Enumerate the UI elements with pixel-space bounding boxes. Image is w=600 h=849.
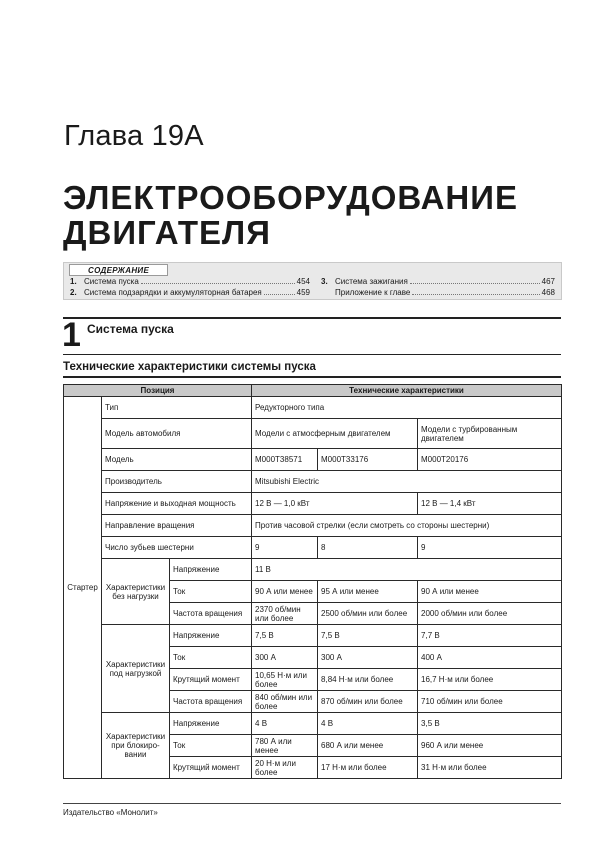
footer-rule [63, 803, 561, 804]
table-heading: Технические характеристики системы пуска [63, 361, 316, 373]
toc-entry-number: 2. [70, 288, 77, 297]
spec-table [63, 384, 562, 779]
table-row [64, 625, 562, 647]
cell-value: 960 А или менее [418, 735, 562, 757]
cell-value: M000T38571 [252, 449, 318, 471]
toc-entry-number: 3. [321, 277, 328, 286]
subgroup-no-load: Характеристики без нагрузки [102, 559, 170, 625]
toc-label: СОДЕРЖАНИЕ [69, 264, 168, 276]
header-specs: Технические характеристики [252, 385, 562, 397]
row-label: Напряжение [170, 625, 252, 647]
toc-leader [412, 287, 539, 295]
cell-value: 12 В — 1,0 кВт [252, 493, 418, 515]
row-label: Направление вращения [102, 515, 252, 537]
section-number: 1 [62, 316, 81, 354]
cell-value: 2500 об/мин или более [318, 603, 418, 625]
subgroup-locked: Характеристики при блокиро-вании [102, 713, 170, 779]
toc-entry-text: Система подзарядки и аккумуляторная батарея [84, 288, 262, 297]
toc-entry-page: 467 [541, 277, 555, 286]
toc-entry-page: 454 [296, 277, 310, 286]
group-starter: Стартер [64, 397, 102, 779]
subgroup-under-load: Характеристики под нагрузкой [102, 625, 170, 713]
cell-value: 12 В — 1,4 кВт [418, 493, 562, 515]
cell-value: 780 А или менее [252, 735, 318, 757]
table-row [64, 397, 562, 419]
toc-column-left [70, 276, 310, 298]
cell-value: 9 [252, 537, 318, 559]
cell-value: Против часовой стрелки (если смотреть со стороны шестерни) [252, 515, 562, 537]
cell-value: Модели с турбированным двигателем [418, 419, 562, 449]
row-label: Производитель [102, 471, 252, 493]
cell-value: 10,65 Н·м или более [252, 669, 318, 691]
cell-value: 16,7 Н·м или более [418, 669, 562, 691]
row-label: Напряжение [170, 713, 252, 735]
chapter-heading: Глава 19A [64, 120, 204, 152]
section-bottom-rule [63, 354, 561, 355]
cell-value: 7,5 В [318, 625, 418, 647]
publisher-footer: Издательство «Монолит» [63, 808, 158, 817]
cell-value: 3,5 В [418, 713, 562, 735]
table-header-row [64, 385, 562, 397]
row-label: Крутящий момент [170, 757, 252, 779]
toc-leader [141, 276, 295, 284]
toc-entry-text: Приложение к главе [335, 288, 411, 297]
cell-value: Модели с атмосферным двигателем [252, 419, 418, 449]
toc-leader [410, 276, 540, 284]
section-title: Система пуска [87, 322, 174, 336]
toc-entry-page: 459 [296, 288, 310, 297]
toc-leader [264, 287, 295, 295]
section-top-rule [63, 317, 561, 319]
chapter-title-line: ЭЛЕКТРООБОРУДОВАНИЕ [63, 179, 518, 216]
cell-value: 95 А или менее [318, 581, 418, 603]
table-row [64, 449, 562, 471]
row-label: Ток [170, 581, 252, 603]
cell-value: 9 [418, 537, 562, 559]
toc-entry-text: Система зажигания [335, 277, 408, 286]
table-row [64, 515, 562, 537]
toc-entry[interactable] [321, 276, 555, 287]
toc-entry-text: Система пуска [84, 277, 139, 286]
cell-value: 300 А [252, 647, 318, 669]
cell-value: 870 об/мин или более [318, 691, 418, 713]
toc-entry-number: 1. [70, 277, 77, 286]
row-label: Напряжение и выходная мощность [102, 493, 252, 515]
cell-value: 90 А или менее [418, 581, 562, 603]
toc-entry[interactable] [321, 287, 555, 298]
table-row [64, 537, 562, 559]
cell-value: 90 А или менее [252, 581, 318, 603]
cell-value: M000T20176 [418, 449, 562, 471]
row-label: Частота вращения [170, 691, 252, 713]
table-row [64, 493, 562, 515]
toc-entry-number [321, 287, 335, 298]
row-label: Модель автомобиля [102, 419, 252, 449]
cell-value: M000T33176 [318, 449, 418, 471]
toc-entry-page: 468 [541, 288, 555, 297]
table-row [64, 559, 562, 581]
row-label: Модель [102, 449, 252, 471]
cell-value: 4 В [252, 713, 318, 735]
header-position: Позиция [64, 385, 252, 397]
cell-value: 680 А или менее [318, 735, 418, 757]
cell-value: 840 об/мин или более [252, 691, 318, 713]
row-label: Частота вращения [170, 603, 252, 625]
cell-value: 2000 об/мин или более [418, 603, 562, 625]
cell-value: 20 Н·м или более [252, 757, 318, 779]
row-label: Тип [102, 397, 252, 419]
cell-value: 7,7 В [418, 625, 562, 647]
cell-value: 300 А [318, 647, 418, 669]
cell-value: 400 А [418, 647, 562, 669]
row-label: Число зубьев шестерни [102, 537, 252, 559]
cell-value: 8 [318, 537, 418, 559]
table-row [64, 713, 562, 735]
cell-value: Редукторного типа [252, 397, 562, 419]
chapter-title-line: ДВИГАТЕЛЯ [63, 214, 271, 251]
cell-value: 2370 об/мин или более [252, 603, 318, 625]
cell-value: 17 Н·м или более [318, 757, 418, 779]
row-label: Ток [170, 735, 252, 757]
cell-value: 11 В [252, 559, 562, 581]
cell-value: 710 об/мин или более [418, 691, 562, 713]
chapter-title [63, 180, 543, 250]
table-of-contents [63, 262, 562, 300]
table-row [64, 471, 562, 493]
cell-value: 7,5 В [252, 625, 318, 647]
cell-value: Mitsubishi Electric [252, 471, 562, 493]
cell-value: 8,84 Н·м или более [318, 669, 418, 691]
row-label: Ток [170, 647, 252, 669]
row-label: Крутящий момент [170, 669, 252, 691]
toc-column-right [321, 276, 555, 298]
cell-value: 31 Н·м или более [418, 757, 562, 779]
row-label: Напряжение [170, 559, 252, 581]
table-row [64, 419, 562, 449]
toc-entry[interactable] [70, 287, 310, 298]
toc-entry[interactable] [70, 276, 310, 287]
table-heading-rule [63, 376, 561, 378]
cell-value: 4 В [318, 713, 418, 735]
